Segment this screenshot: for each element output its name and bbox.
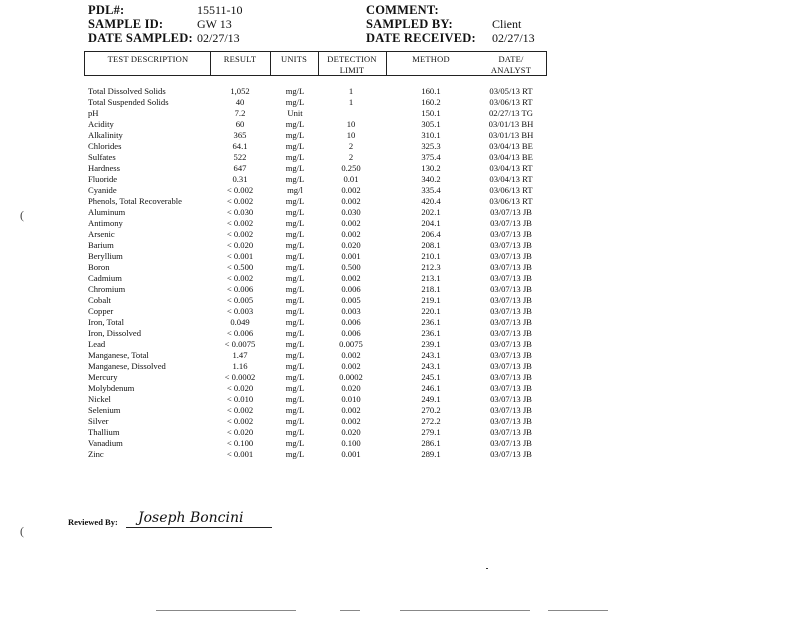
row-detection-limit: 0.006 xyxy=(341,317,361,327)
header-divider xyxy=(546,51,547,76)
row-test-description: Chromium xyxy=(88,284,126,294)
row-detection-limit: 0.001 xyxy=(341,449,361,459)
row-units: mg/L xyxy=(285,251,305,261)
row-date-analyst: 03/06/13 RT xyxy=(489,196,533,206)
row-method: 160.1 xyxy=(421,86,441,96)
row-result: < 0.002 xyxy=(226,196,254,206)
row-test-description: Lead xyxy=(88,339,106,349)
row-date-analyst: 03/07/13 JB xyxy=(490,350,532,360)
row-method: 286.1 xyxy=(421,438,441,448)
row-detection-limit: 2 xyxy=(348,141,354,151)
row-test-description: Manganese, Total xyxy=(88,350,149,360)
row-test-description: Molybdenum xyxy=(88,383,135,393)
reviewed-by-label: Reviewed By: xyxy=(68,517,118,527)
row-result: 7.2 xyxy=(234,108,246,118)
row-units: mg/L xyxy=(285,119,305,129)
scan-speck xyxy=(156,610,296,611)
row-detection-limit: 0.006 xyxy=(341,328,361,338)
row-result: < 0.006 xyxy=(226,328,254,338)
row-test-description: Antimony xyxy=(88,218,123,228)
row-date-analyst: 03/04/13 RT xyxy=(489,163,533,173)
table-row xyxy=(0,130,800,141)
row-result: 1.47 xyxy=(232,350,248,360)
table-row xyxy=(0,295,800,306)
row-units: mg/L xyxy=(285,152,305,162)
row-date-analyst: 03/07/13 JB xyxy=(490,273,532,283)
row-method: 220.1 xyxy=(421,306,441,316)
row-date-analyst: 03/07/13 JB xyxy=(490,339,532,349)
row-date-analyst: 03/07/13 JB xyxy=(490,317,532,327)
row-detection-limit: 0.005 xyxy=(341,295,361,305)
row-units: mg/L xyxy=(285,141,305,151)
row-units: mg/L xyxy=(285,438,305,448)
row-test-description: Cadmium xyxy=(88,273,122,283)
row-date-analyst: 03/07/13 JB xyxy=(490,438,532,448)
table-row xyxy=(0,240,800,251)
row-date-analyst: 03/04/13 RT xyxy=(489,174,533,184)
row-units: mg/L xyxy=(285,405,305,415)
table-row xyxy=(0,97,800,108)
row-test-description: Phenols, Total Recoverable xyxy=(88,196,182,206)
row-date-analyst: 03/07/13 JB xyxy=(490,262,532,272)
row-test-description: Cyanide xyxy=(88,185,117,195)
row-result: < 0.001 xyxy=(226,449,254,459)
row-test-description: Beryllium xyxy=(88,251,123,261)
row-test-description: Barium xyxy=(88,240,114,250)
row-detection-limit: 1 xyxy=(348,86,354,96)
row-method: 236.1 xyxy=(421,317,441,327)
table-row xyxy=(0,350,800,361)
row-test-description: Thallium xyxy=(88,427,120,437)
row-result: 64.1 xyxy=(232,141,248,151)
scan-speck xyxy=(400,610,530,611)
row-detection-limit: 0.01 xyxy=(343,174,359,184)
pdl-value: 15511-10 xyxy=(197,3,243,17)
row-method: 375.4 xyxy=(421,152,441,162)
row-detection-limit: 0.002 xyxy=(341,350,361,360)
row-date-analyst: 03/04/13 BE xyxy=(489,152,533,162)
punch-mark: ( xyxy=(20,524,24,538)
row-method: 325.3 xyxy=(421,141,441,151)
date-sampled-value: 02/27/13 xyxy=(197,31,240,45)
row-result: 647 xyxy=(233,163,247,173)
row-date-analyst: 03/04/13 BE xyxy=(489,141,533,151)
row-method: 335.4 xyxy=(421,185,441,195)
row-units: mg/L xyxy=(285,295,305,305)
row-test-description: Hardness xyxy=(88,163,120,173)
row-detection-limit: 0.002 xyxy=(341,361,361,371)
header-top-rule xyxy=(84,51,546,52)
row-units: mg/L xyxy=(285,284,305,294)
row-method: 219.1 xyxy=(421,295,441,305)
row-date-analyst: 03/07/13 JB xyxy=(490,295,532,305)
row-detection-limit: 0.0075 xyxy=(339,339,363,349)
row-detection-limit: 0.250 xyxy=(341,163,361,173)
row-units: mg/L xyxy=(285,97,305,107)
table-row xyxy=(0,141,800,152)
header-divider xyxy=(386,51,387,76)
row-method: 289.1 xyxy=(421,449,441,459)
row-date-analyst: 03/07/13 JB xyxy=(490,372,532,382)
row-test-description: Nickel xyxy=(88,394,111,404)
col-detection-limit: LIMIT xyxy=(339,65,365,75)
row-units: mg/L xyxy=(285,273,305,283)
row-units: mg/L xyxy=(285,196,305,206)
scan-speck xyxy=(486,568,488,569)
row-result: < 0.020 xyxy=(226,383,254,393)
row-date-analyst: 03/05/13 RT xyxy=(489,86,533,96)
table-row xyxy=(0,361,800,372)
table-row xyxy=(0,405,800,416)
row-detection-limit: 0.020 xyxy=(341,240,361,250)
row-units: mg/L xyxy=(285,317,305,327)
row-result: < 0.001 xyxy=(226,251,254,261)
table-row xyxy=(0,328,800,339)
row-result: 60 xyxy=(235,119,245,129)
row-date-analyst: 03/07/13 JB xyxy=(490,416,532,426)
row-date-analyst: 03/07/13 JB xyxy=(490,449,532,459)
row-units: mg/L xyxy=(285,350,305,360)
row-result: 365 xyxy=(233,130,247,140)
row-test-description: Cobalt xyxy=(88,295,111,305)
table-row xyxy=(0,372,800,383)
table-row xyxy=(0,119,800,130)
row-result: < 0.010 xyxy=(226,394,254,404)
date-received-label: DATE RECEIVED: xyxy=(366,31,476,45)
row-result: < 0.0002 xyxy=(224,372,256,382)
row-test-description: Total Suspended Solids xyxy=(88,97,169,107)
sampled-by-value: Client xyxy=(492,17,522,31)
row-detection-limit: 0.500 xyxy=(341,262,361,272)
comment-label: COMMENT: xyxy=(366,3,439,17)
row-detection-limit: 10 xyxy=(346,119,356,129)
row-result: 0.31 xyxy=(232,174,248,184)
row-units: Unit xyxy=(287,108,303,118)
row-result: < 0.005 xyxy=(226,295,254,305)
col-method: METHOD xyxy=(412,54,450,64)
row-detection-limit: 0.006 xyxy=(341,284,361,294)
row-date-analyst: 03/07/13 JB xyxy=(490,405,532,415)
row-detection-limit: 0.002 xyxy=(341,273,361,283)
table-row xyxy=(0,383,800,394)
table-row xyxy=(0,185,800,196)
row-test-description: Copper xyxy=(88,306,114,316)
row-method: 270.2 xyxy=(421,405,441,415)
table-row xyxy=(0,108,800,119)
row-test-description: Selenium xyxy=(88,405,121,415)
row-result: < 0.100 xyxy=(226,438,254,448)
row-method: 239.1 xyxy=(421,339,441,349)
row-detection-limit: 0.002 xyxy=(341,196,361,206)
row-method: 213.1 xyxy=(421,273,441,283)
row-date-analyst: 03/01/13 BH xyxy=(488,119,534,129)
header-bottom-rule xyxy=(84,75,546,76)
col-analyst: ANALYST xyxy=(490,65,532,75)
row-result: < 0.002 xyxy=(226,416,254,426)
row-method: 272.2 xyxy=(421,416,441,426)
row-test-description: Chlorides xyxy=(88,141,122,151)
table-row xyxy=(0,317,800,328)
sample-id-value: GW 13 xyxy=(197,17,232,31)
col-date: DATE/ xyxy=(498,54,524,64)
row-result: < 0.030 xyxy=(226,207,254,217)
row-method: 160.2 xyxy=(421,97,441,107)
row-detection-limit: 1 xyxy=(348,97,354,107)
col-result: RESULT xyxy=(223,54,257,64)
row-method: 243.1 xyxy=(421,350,441,360)
row-method: 245.1 xyxy=(421,372,441,382)
row-units: mg/L xyxy=(285,86,305,96)
row-units: mg/L xyxy=(285,218,305,228)
row-date-analyst: 03/07/13 JB xyxy=(490,361,532,371)
row-method: 130.2 xyxy=(421,163,441,173)
row-method: 204.1 xyxy=(421,218,441,228)
signature-line xyxy=(126,527,272,528)
table-row xyxy=(0,152,800,163)
table-row xyxy=(0,306,800,317)
row-test-description: pH xyxy=(88,108,99,118)
table-row xyxy=(0,273,800,284)
row-result: < 0.002 xyxy=(226,218,254,228)
row-detection-limit: 0.002 xyxy=(341,185,361,195)
row-test-description: Boron xyxy=(88,262,110,272)
row-test-description: Alkalinity xyxy=(88,130,123,140)
table-row xyxy=(0,394,800,405)
row-test-description: Arsenic xyxy=(88,229,115,239)
pdl-label: PDL#: xyxy=(88,3,125,17)
row-date-analyst: 03/07/13 JB xyxy=(490,218,532,228)
table-row xyxy=(0,218,800,229)
row-result: < 0.002 xyxy=(226,405,254,415)
table-row xyxy=(0,438,800,449)
row-test-description: Aluminum xyxy=(88,207,126,217)
scan-speck xyxy=(548,610,608,611)
table-row xyxy=(0,196,800,207)
row-detection-limit: 0.003 xyxy=(341,306,361,316)
table-row xyxy=(0,251,800,262)
row-method: 150.1 xyxy=(421,108,441,118)
row-units: mg/L xyxy=(285,229,305,239)
row-units: mg/L xyxy=(285,394,305,404)
table-row xyxy=(0,163,800,174)
row-method: 208.1 xyxy=(421,240,441,250)
row-units: mg/L xyxy=(285,262,305,272)
row-units: mg/L xyxy=(285,130,305,140)
table-row xyxy=(0,416,800,427)
row-result: < 0.002 xyxy=(226,185,254,195)
row-test-description: Iron, Total xyxy=(88,317,124,327)
row-units: mg/L xyxy=(285,339,305,349)
row-test-description: Silver xyxy=(88,416,109,426)
row-date-analyst: 03/07/13 JB xyxy=(490,229,532,239)
row-units: mg/L xyxy=(285,174,305,184)
row-units: mg/L xyxy=(285,306,305,316)
row-method: 340.2 xyxy=(421,174,441,184)
row-date-analyst: 03/07/13 JB xyxy=(490,207,532,217)
row-method: 206.4 xyxy=(421,229,441,239)
row-test-description: Fluoride xyxy=(88,174,118,184)
row-result: < 0.0075 xyxy=(224,339,256,349)
table-row xyxy=(0,174,800,185)
row-method: 249.1 xyxy=(421,394,441,404)
row-units: mg/L xyxy=(285,328,305,338)
row-method: 310.1 xyxy=(421,130,441,140)
row-method: 236.1 xyxy=(421,328,441,338)
punch-mark: ( xyxy=(20,208,24,222)
row-test-description: Total Dissolved Solids xyxy=(88,86,166,96)
row-date-analyst: 03/07/13 JB xyxy=(490,328,532,338)
row-date-analyst: 03/01/13 BH xyxy=(488,130,534,140)
row-detection-limit: 0.020 xyxy=(341,427,361,437)
row-result: < 0.020 xyxy=(226,240,254,250)
row-result: < 0.020 xyxy=(226,427,254,437)
row-detection-limit: 0.020 xyxy=(341,383,361,393)
col-test-description: TEST DESCRIPTION xyxy=(107,54,189,64)
row-units: mg/L xyxy=(285,207,305,217)
row-test-description: Zinc xyxy=(88,449,104,459)
row-units: mg/L xyxy=(285,416,305,426)
row-date-analyst: 03/06/13 RT xyxy=(489,185,533,195)
row-detection-limit: 0.002 xyxy=(341,229,361,239)
sample-id-label: SAMPLE ID: xyxy=(88,17,164,31)
row-detection-limit: 0.002 xyxy=(341,405,361,415)
row-detection-limit: 0.030 xyxy=(341,207,361,217)
row-test-description: Acidity xyxy=(88,119,114,129)
row-units: mg/L xyxy=(285,240,305,250)
row-method: 305.1 xyxy=(421,119,441,129)
row-detection-limit: 0.100 xyxy=(341,438,361,448)
col-detection: DETECTION xyxy=(327,54,377,64)
row-units: mg/L xyxy=(285,361,305,371)
row-date-analyst: 03/06/13 RT xyxy=(489,97,533,107)
row-test-description: Mercury xyxy=(88,372,118,382)
row-detection-limit: 0.002 xyxy=(341,416,361,426)
header-divider xyxy=(84,51,85,76)
row-result: 40 xyxy=(235,97,245,107)
row-units: mg/L xyxy=(285,163,305,173)
row-result: < 0.002 xyxy=(226,229,254,239)
row-units: mg/l xyxy=(287,185,303,195)
row-date-analyst: 03/07/13 JB xyxy=(490,306,532,316)
row-detection-limit: 0.0002 xyxy=(339,372,363,382)
row-date-analyst: 02/27/13 TG xyxy=(488,108,533,118)
row-result: < 0.003 xyxy=(226,306,254,316)
row-detection-limit: 0.001 xyxy=(341,251,361,261)
row-result: < 0.006 xyxy=(226,284,254,294)
row-result: 0.049 xyxy=(230,317,250,327)
row-units: mg/L xyxy=(285,449,305,459)
scan-speck xyxy=(340,610,360,611)
row-method: 212.3 xyxy=(421,262,441,272)
table-row xyxy=(0,86,800,97)
row-detection-limit: 10 xyxy=(346,130,356,140)
row-date-analyst: 03/07/13 JB xyxy=(490,383,532,393)
table-row xyxy=(0,339,800,350)
row-result: < 0.500 xyxy=(226,262,254,272)
row-result: 1,052 xyxy=(230,86,250,96)
row-method: 243.1 xyxy=(421,361,441,371)
row-result: < 0.002 xyxy=(226,273,254,283)
row-detection-limit: 0.002 xyxy=(341,218,361,228)
row-method: 218.1 xyxy=(421,284,441,294)
row-test-description: Iron, Dissolved xyxy=(88,328,141,338)
row-method: 202.1 xyxy=(421,207,441,217)
row-test-description: Vanadium xyxy=(88,438,123,448)
table-row xyxy=(0,207,800,218)
row-method: 210.1 xyxy=(421,251,441,261)
row-date-analyst: 03/07/13 JB xyxy=(490,284,532,294)
row-test-description: Sulfates xyxy=(88,152,116,162)
row-detection-limit: 2 xyxy=(348,152,354,162)
row-date-analyst: 03/07/13 JB xyxy=(490,394,532,404)
row-units: mg/L xyxy=(285,383,305,393)
row-units: mg/L xyxy=(285,372,305,382)
row-method: 279.1 xyxy=(421,427,441,437)
row-detection-limit: 0.010 xyxy=(341,394,361,404)
table-row xyxy=(0,427,800,438)
table-row xyxy=(0,449,800,460)
row-date-analyst: 03/07/13 JB xyxy=(490,240,532,250)
reviewer-signature: Joseph Boncini xyxy=(138,510,244,526)
row-result: 1.16 xyxy=(232,361,248,371)
table-row xyxy=(0,229,800,240)
date-received-value: 02/27/13 xyxy=(492,31,535,45)
row-date-analyst: 03/07/13 JB xyxy=(490,251,532,261)
table-row xyxy=(0,262,800,273)
col-units: UNITS xyxy=(280,54,308,64)
date-sampled-label: DATE SAMPLED: xyxy=(88,31,193,45)
row-units: mg/L xyxy=(285,427,305,437)
row-result: 522 xyxy=(233,152,247,162)
row-date-analyst: 03/07/13 JB xyxy=(490,427,532,437)
row-method: 246.1 xyxy=(421,383,441,393)
row-test-description: Manganese, Dissolved xyxy=(88,361,166,371)
row-method: 420.4 xyxy=(421,196,441,206)
table-row xyxy=(0,284,800,295)
sampled-by-label: SAMPLED BY: xyxy=(366,17,453,31)
